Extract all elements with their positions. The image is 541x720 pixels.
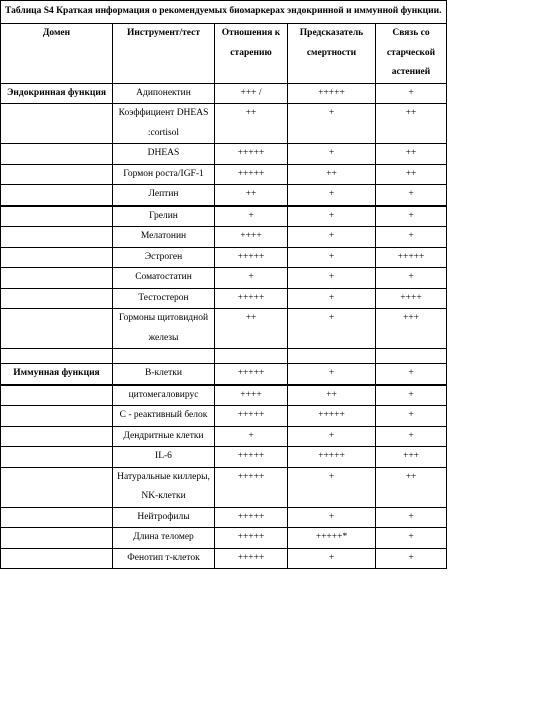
cell-domain (1, 447, 113, 468)
cell-frailty: ++ (376, 164, 447, 185)
cell-frailty: +++ (376, 309, 447, 349)
cell-frailty: + (376, 426, 447, 447)
cell-aging: + (215, 268, 288, 289)
cell-domain (1, 164, 113, 185)
header-frailty: Связь со старческой астенией (376, 24, 447, 84)
table-row (1, 164, 447, 185)
cell-aging: +++++ (215, 164, 288, 185)
header-domain: Домен (1, 24, 113, 84)
table-row (1, 247, 447, 268)
cell-aging (215, 349, 288, 364)
cell-domain (1, 288, 113, 309)
cell-aging: ++++ (215, 227, 288, 248)
table-row (1, 364, 447, 385)
table-row (1, 309, 447, 349)
cell-aging: +++++ (215, 288, 288, 309)
cell-frailty: + (376, 83, 447, 104)
cell-mortality: +++++ (288, 83, 376, 104)
cell-mortality: + (288, 467, 376, 507)
cell-domain (1, 528, 113, 549)
cell-mortality: ++ (288, 385, 376, 406)
cell-test (113, 349, 215, 364)
cell-mortality: + (288, 426, 376, 447)
cell-domain (1, 268, 113, 289)
cell-mortality: +++++ (288, 447, 376, 468)
cell-domain (1, 385, 113, 406)
cell-test: B-клетки (113, 364, 215, 385)
cell-aging: + (215, 206, 288, 227)
cell-aging: ++ (215, 309, 288, 349)
cell-test: Гормон роста/IGF-1 (113, 164, 215, 185)
cell-test: С - реактивный белок (113, 406, 215, 427)
cell-domain (1, 406, 113, 427)
table-row (1, 185, 447, 206)
cell-frailty: + (376, 268, 447, 289)
cell-test: Коэффициент DHEAS :cortisol (113, 104, 215, 144)
table-row (1, 227, 447, 248)
cell-frailty: + (376, 206, 447, 227)
table-row (1, 548, 447, 569)
cell-aging: +++++ (215, 364, 288, 385)
table-row (1, 268, 447, 289)
cell-mortality: +++++ (288, 406, 376, 427)
cell-mortality: + (288, 548, 376, 569)
table-row (1, 349, 447, 364)
table-row (1, 288, 447, 309)
cell-domain (1, 548, 113, 569)
cell-mortality: + (288, 247, 376, 268)
cell-mortality: + (288, 144, 376, 165)
cell-domain (1, 349, 113, 364)
cell-mortality: + (288, 507, 376, 528)
cell-test: IL-6 (113, 447, 215, 468)
cell-frailty: ++ (376, 144, 447, 165)
cell-mortality: + (288, 309, 376, 349)
cell-frailty (376, 349, 447, 364)
cell-frailty: +++ (376, 447, 447, 468)
cell-aging: +++++ (215, 528, 288, 549)
cell-frailty: + (376, 364, 447, 385)
cell-domain (1, 507, 113, 528)
header-row (1, 24, 447, 84)
table-row (1, 447, 447, 468)
cell-test: Соматостатин (113, 268, 215, 289)
cell-test: Натуральные киллеры, NK-клетки (113, 467, 215, 507)
cell-aging: +++++ (215, 548, 288, 569)
cell-frailty: +++++ (376, 247, 447, 268)
cell-domain (1, 104, 113, 144)
cell-test: Тестостерон (113, 288, 215, 309)
cell-mortality: + (288, 185, 376, 206)
cell-domain (1, 144, 113, 165)
cell-frailty: + (376, 406, 447, 427)
table-row (1, 385, 447, 406)
cell-frailty: + (376, 227, 447, 248)
cell-aging: +++++ (215, 406, 288, 427)
cell-aging: ++ (215, 104, 288, 144)
table-row (1, 206, 447, 227)
cell-mortality: + (288, 104, 376, 144)
cell-mortality: +++++* (288, 528, 376, 549)
cell-test: Адипонектин (113, 83, 215, 104)
cell-mortality: + (288, 268, 376, 289)
cell-aging: +++++ (215, 507, 288, 528)
cell-mortality: ++ (288, 164, 376, 185)
cell-frailty: ++++ (376, 288, 447, 309)
cell-test: Дендритные клетки (113, 426, 215, 447)
cell-mortality: + (288, 288, 376, 309)
cell-aging: +++ / (215, 83, 288, 104)
cell-test: Гормоны щитовидной железы (113, 309, 215, 349)
header-aging: Отношения к старению (215, 24, 288, 84)
cell-aging: +++++ (215, 144, 288, 165)
cell-test: цитомегаловирус (113, 385, 215, 406)
cell-frailty: + (376, 185, 447, 206)
table-row (1, 528, 447, 549)
cell-frailty: + (376, 528, 447, 549)
cell-test: Длина теломер (113, 528, 215, 549)
cell-mortality (288, 349, 376, 364)
header-test: Инструмент/тест (113, 24, 215, 84)
table-row (1, 104, 447, 144)
table-row (1, 467, 447, 507)
cell-aging: ++++ (215, 385, 288, 406)
cell-test: Нейтрофилы (113, 507, 215, 528)
cell-frailty: + (376, 548, 447, 569)
cell-frailty: + (376, 507, 447, 528)
cell-mortality: + (288, 364, 376, 385)
table-row (1, 507, 447, 528)
table-caption: Таблица S4 Краткая информация о рекомендуемых биомаркерах эндокринной и иммунной функции. (1, 1, 447, 24)
table-row (1, 83, 447, 104)
cell-test: Лептин (113, 185, 215, 206)
cell-domain: Иммунная функция (1, 364, 113, 385)
cell-aging: +++++ (215, 447, 288, 468)
cell-aging: ++ (215, 185, 288, 206)
caption-row (1, 1, 447, 24)
cell-mortality: + (288, 227, 376, 248)
cell-test: Грелин (113, 206, 215, 227)
cell-test: DHEAS (113, 144, 215, 165)
cell-aging: +++++ (215, 467, 288, 507)
table-row (1, 426, 447, 447)
cell-test: Фенотип т-клеток (113, 548, 215, 569)
cell-domain (1, 227, 113, 248)
cell-domain (1, 206, 113, 227)
header-mortality: Предсказатель смертности (288, 24, 376, 84)
cell-aging: +++++ (215, 247, 288, 268)
cell-test: Эстроген (113, 247, 215, 268)
cell-test: Мелатонин (113, 227, 215, 248)
cell-domain (1, 185, 113, 206)
table-row (1, 144, 447, 165)
cell-mortality: + (288, 206, 376, 227)
cell-domain (1, 426, 113, 447)
cell-domain (1, 309, 113, 349)
cell-domain: Эндокринная функция (1, 83, 113, 104)
cell-frailty: ++ (376, 104, 447, 144)
table-row (1, 406, 447, 427)
cell-frailty: ++ (376, 467, 447, 507)
cell-domain (1, 247, 113, 268)
cell-domain (1, 467, 113, 507)
cell-aging: + (215, 426, 288, 447)
cell-frailty: + (376, 385, 447, 406)
